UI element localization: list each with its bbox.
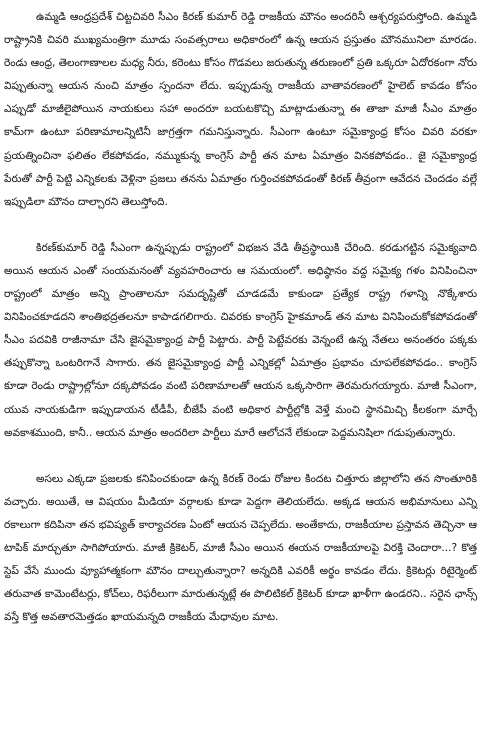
article-paragraph-2: కిరణ్‌కుమార్ రెడ్డి సీఎంగా ఉన్నప్పుడు రాష్ట్రంలో విభజన వేడి తీవ్రస్థాయికి చేరింది. కరడుగట్టిన సమైక్యవాది అయిన ఆయన ఎంతో సంయమనంతో వ్యవహరించారు ఆ సమయంలో. అధిష్ఠానం వద్ద సమైక్య గళం వినిపించినా రాష్ట్రంలో మాత్రం అన్ని ప్రాంతాలనూ సమదృష్టితో చూడడమే కాకుండా ప్రత్యేక రాష్ట్ర గళాన్ని నొక్కేశారు వినిపించకూడదని శాంతిభద్రతలనూ కాపాడగలిగారు. చివరకు కాంగ్రెస్ హైకమాండ్ తన మాట వినిపించుకోకపోవడంతో సీఎం పదవికి రాజీనామా చేసి జైసమైక్యాంధ్ర పార్టీ పెట్టారు. పార్టీ పెట్టేవరకు వెన్నంటే ఉన్న నేతలు అనంతరం పక్కకు తప్పుకొన్నా ఒంటరిగానే సాగారు. తన జైసమైక్యాంధ్ర పార్టీ ఎన్నికల్లో ఏమాత్రం ప్రభావం చూపలేకపోవడం.. కాంగ్రెస్ కూడా రెండు రాష్ట్రాల్లోనూ దక్కపోవడం వంటి పరిణామాలతో ఆయన ఒక్కసారిగా తెరమరుగయ్యారు. మాజీ సీఎంగా, యువ నాయకుడిగా ఇప్పుడాయన టీడీపీ, బీజేపీ వంటి అధికార పార్టీల్లోకి వెళ్తే మంచి స్థానమిచ్చి కీలకంగా మార్చే అవకాశముంది, కానీ.. ఆయన మాత్రం అందరిలా పార్టీలు మారే ఆలోచనే లేకుండా పెద్దమనిషిలా గడుపుతున్నారు. [4, 241, 477, 439]
article-paragraph-1: ఉమ్మడి ఆంధ్రప్రదేశ్ చిట్టచివరి సీఎం కిరణ్ కుమార్ రెడ్డి రాజకీయ మౌనం అందరినీ ఆశ్చర్యపరుస్తోంది. ఉమ్మడి రాష్ట్రానికి చివరి ముఖ్యమంత్రిగా మూడు సంవత్సరాలు అధికారంలో ఉన్న ఆయన ప్రస్తుతం మౌనమునిలా మారడం. రెండు ఆంధ్ర, తెలంగాణాలల మధ్య నీరు, కరెంటు కోసం గొడవలు జరుతున్న తరుణంలో ప్రతి ఒక్కరూ ఏదోరకంగా నోరు విప్పుతున్నా ఆయన నుంచి మాత్రం స్పందనా లేదు. ఇప్పుడున్న రాజకీయ వాతావరణంలో హైలెట్ కావడం కోసం ఎప్పుడో మాజీలైపోయిన నాయకులు సహా అందరూ బయటకొచ్చి మాట్లాడుతున్నా ఈ తాజా మాజీ సీఎం మాత్రం కామ్‌గా ఉంటూ పరిణామాలన్నిటినీ జాగ్రత్తగా గమనిస్తున్నారు. సీఎంగా ఉంటూ సమైక్యాంధ్ర కోసం చివరి వరకూ ప్రయత్నించినా ఫలితం లేకపోవడం, నమ్ముకున్న కాంగ్రెస్ పార్టీ తన మాట ఏమాత్రం వినకపోవడం.. జై సమైక్యాంధ్ర పేరుతో పార్టీ పెట్టి ఎన్నికలకు వెళ్లినా ప్రజలు తనను ఏమాత్రం గుర్తించకపోవడంతో కిరణ్ తీవ్రంగా ఆవేదన చెందడం వల్లే ఇప్పుడిలా మౌనం దాల్చారని తెలుస్తోంది. [4, 11, 477, 208]
paragraph-gap [4, 445, 477, 468]
paragraph-gap [4, 214, 477, 237]
article-paragraph-3: అసలు ఎక్కడా ప్రజలకు కనిపించకుండా ఉన్న కిరణ్ రెండు రోజుల కిందట చిత్తూరు జిల్లాలోని తన సొంతూరికి వచ్చారు. అయితే, ఆ విషయం మీడియా వర్గాలకు కూడా పెద్దగా తెలియలేదు. అక్కడ ఆయన అభిమానులు ఎన్ని రకాలుగా కదిపినా తన భవిష్యత్ కార్యాచరణ ఏంటో ఆయన చెప్పలేదు. అంతేకాదు, రాజకీయాల ప్రస్తావన తెచ్చినా ఆ టాపిక్ మార్చుతూ సాగిపోయారు. మాజీ క్రికెటర్, మాజీ సీఎం అయిన ఈయన రాజకీయాలపై విరక్తి చెందారా...? కొత్త స్టెప్ వేసే ముందు వ్యూహాత్మకంగా మౌనం దాల్చుతున్నారా? అన్నదికి ఎవరికీ అర్థం కావడం లేదు. క్రికెటర్లు రిటైర్మెంట్ తరువాత కామెంటేటర్లు, కోచ్‌లు, రిఫరీలుగా మారుతున్నట్లే ఈ పొలిటికల్ క్రికెటర్ కూడా ఖాళీగా ఉండరని.. సరైన ఛాన్స్ వస్తే కొత్త అవతారమెత్తడం ఖాయమన్నది రాజకీయ మేధావుల మాట. [4, 472, 477, 624]
